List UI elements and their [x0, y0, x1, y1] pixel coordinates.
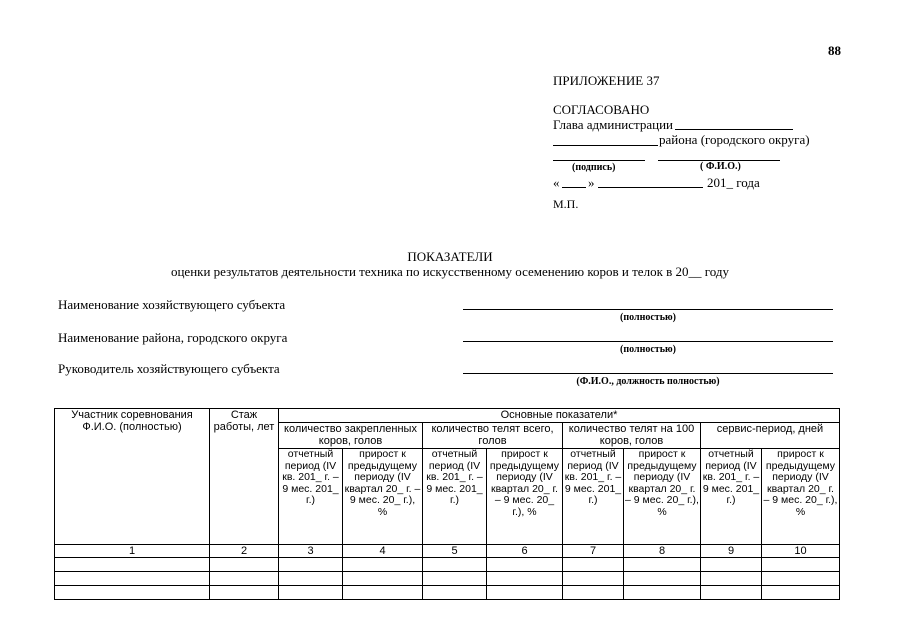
field-line-manager[interactable] — [463, 373, 833, 374]
table-cell[interactable] — [487, 572, 563, 586]
column-number: 7 — [563, 545, 624, 558]
signature-caption: (подпись) — [572, 162, 616, 173]
table-cell[interactable] — [563, 572, 624, 586]
header-period: отчетный период (IV кв. 201_ г. – 9 мес. 201_ г.) — [279, 449, 343, 545]
table-cell[interactable] — [762, 586, 840, 600]
field-line-district[interactable] — [463, 341, 833, 342]
year-label: 201_ года — [707, 175, 760, 190]
header-growth: прирост к предыдущему периоду (IV квартал 20_ г. – 9 мес. 20_ г.), % — [487, 449, 563, 545]
table-cell[interactable] — [423, 558, 487, 572]
table-cell[interactable] — [55, 572, 210, 586]
table-row — [55, 586, 840, 600]
table-cell[interactable] — [624, 558, 701, 572]
date-close-quote: » — [588, 175, 595, 190]
header-growth: прирост к предыдущему периоду (IV квартал 20_ г. – 9 мес. 20_ г.), % — [343, 449, 423, 545]
document-subtitle: оценки результатов деятельности техника по искусственному осеменению коров и телок в 20__ году — [170, 264, 730, 279]
table-cell[interactable] — [423, 586, 487, 600]
head-of-administration: Глава администрации — [553, 117, 674, 132]
table-cell[interactable] — [624, 586, 701, 600]
column-number: 5 — [423, 545, 487, 558]
district-line — [553, 145, 658, 146]
appendix-label: ПРИЛОЖЕНИЕ 37 — [553, 73, 660, 88]
table-cell[interactable] — [210, 558, 279, 572]
column-number: 8 — [624, 545, 701, 558]
column-number: 9 — [701, 545, 762, 558]
table-cell[interactable] — [279, 586, 343, 600]
header-period: отчетный период (IV кв. 201_ г. – 9 мес. 201_ г.) — [701, 449, 762, 545]
day-line — [562, 187, 586, 188]
field-line-entity[interactable] — [463, 309, 833, 310]
header-group-calves: количество телят всего, голов — [423, 423, 563, 449]
page-number: 88 — [828, 43, 841, 58]
agreed-label: СОГЛАСОВАНО — [553, 102, 650, 117]
header-main-indicators: Основные показатели* — [279, 409, 840, 423]
month-line — [598, 187, 703, 188]
header-group-service-period: сервис-период, дней — [701, 423, 840, 449]
table-row — [55, 558, 840, 572]
column-number: 2 — [210, 545, 279, 558]
header-participant: Участник соревнования Ф.И.О. (полностью) — [55, 409, 210, 545]
stamp-label: М.П. — [553, 197, 579, 211]
indicators-table — [54, 408, 840, 600]
column-number: 6 — [487, 545, 563, 558]
header-group-calves-per-100: количество телят на 100 коров, голов — [563, 423, 701, 449]
table-cell[interactable] — [55, 586, 210, 600]
table-row — [55, 572, 840, 586]
column-number: 10 — [762, 545, 840, 558]
table-cell[interactable] — [343, 558, 423, 572]
table-cell[interactable] — [624, 572, 701, 586]
header-experience: Стаж работы, лет — [210, 409, 279, 545]
table-cell[interactable] — [343, 586, 423, 600]
head-line — [675, 129, 793, 130]
date-open-quote: « — [553, 175, 560, 190]
field-caption-manager: (Ф.И.О., должность полностью) — [576, 376, 720, 387]
table-cell[interactable] — [487, 586, 563, 600]
district-caption: района (городского округа) — [659, 132, 810, 147]
table-cell[interactable] — [762, 558, 840, 572]
table-cell[interactable] — [487, 558, 563, 572]
table-cell[interactable] — [701, 572, 762, 586]
column-number: 4 — [343, 545, 423, 558]
table-cell[interactable] — [423, 572, 487, 586]
document-title: ПОКАЗАТЕЛИ — [407, 249, 493, 264]
header-growth: прирост к предыдущему периоду (IV квартал 20_ г. – 9 мес. 20_ г.), % — [624, 449, 701, 545]
header-period: отчетный период (IV кв. 201_ г. – 9 мес. 201_ г.) — [423, 449, 487, 545]
table-cell[interactable] — [210, 586, 279, 600]
header-growth: прирост к предыдущему периоду (IV квартал 20_ г. – 9 мес. 20_ г.), % — [762, 449, 840, 545]
table-cell[interactable] — [563, 586, 624, 600]
table-cell[interactable] — [701, 558, 762, 572]
table-cell[interactable] — [343, 572, 423, 586]
table-cell[interactable] — [701, 586, 762, 600]
field-caption-district: (полностью) — [620, 344, 676, 355]
table-cell[interactable] — [279, 558, 343, 572]
header-period: отчетный период (IV кв. 201_ г. – 9 мес. 201_ г.) — [563, 449, 624, 545]
table-cell[interactable] — [279, 572, 343, 586]
table-cell[interactable] — [762, 572, 840, 586]
field-label-district: Наименование района, городского округа — [58, 330, 288, 345]
table-cell[interactable] — [210, 572, 279, 586]
column-number: 3 — [279, 545, 343, 558]
signature-line — [553, 160, 645, 161]
header-group-cows: количество закрепленных коров, голов — [279, 423, 423, 449]
column-number: 1 — [55, 545, 210, 558]
table-cell[interactable] — [55, 558, 210, 572]
name-caption: ( Ф.И.О.) — [700, 161, 741, 172]
field-label-manager: Руководитель хозяйствующего субъекта — [58, 361, 280, 376]
field-label-entity: Наименование хозяйствующего субъекта — [58, 297, 286, 312]
table-cell[interactable] — [563, 558, 624, 572]
field-caption-entity: (полностью) — [620, 312, 676, 323]
